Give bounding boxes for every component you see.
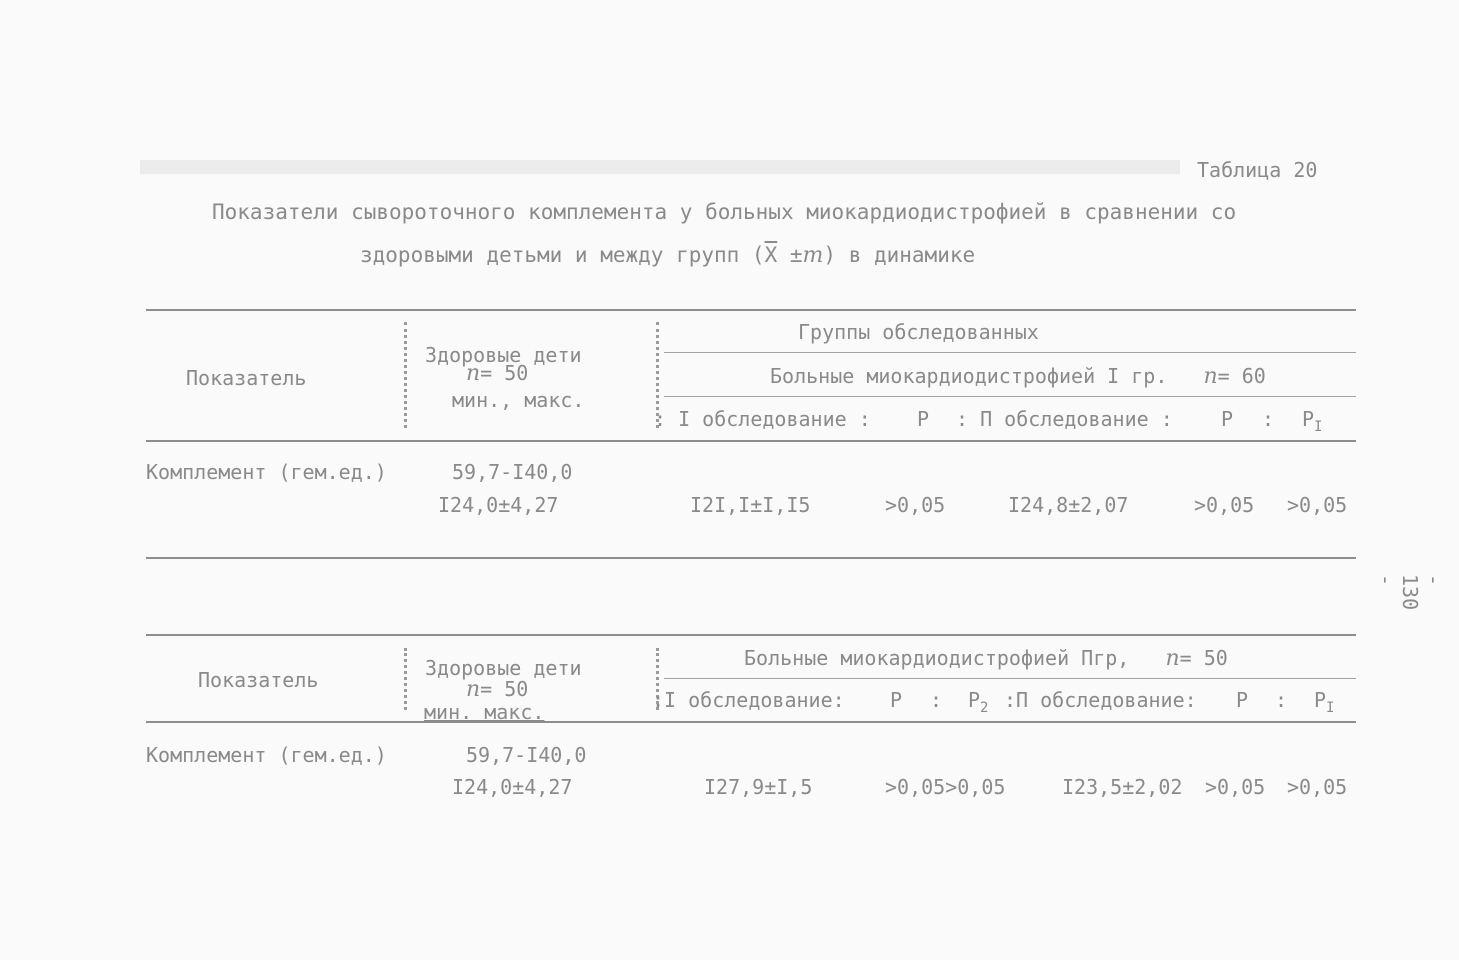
table1-header-patients: Больные миокардиодистрофией I гр. n= 60 xyxy=(770,364,1266,389)
table1-top-rule xyxy=(146,309,1356,311)
table1-row-p1: >0,05 xyxy=(885,493,946,517)
table2-col-p: P xyxy=(890,688,903,712)
table2-col-exam2: :П обследование: xyxy=(1004,688,1197,712)
table2-row-p2: >0,05 xyxy=(1205,775,1266,799)
table1-col-p: P xyxy=(917,407,930,431)
table2-col-sep1: : xyxy=(930,688,943,712)
table1-col-p2: P xyxy=(1221,407,1234,431)
page-number: - 130 - xyxy=(1374,574,1446,611)
table1-row-healthy: I24,0±4,27 xyxy=(438,493,559,517)
table2-header-patients: Больные миокардиодистрофией Пгр, n= 50 xyxy=(744,646,1228,671)
table1-header-healthy-range: мин., макс. xyxy=(452,388,585,412)
table1-bottom-rule xyxy=(146,557,1356,559)
table2-row-healthy: I24,0±4,27 xyxy=(452,775,573,799)
table1-row-exam2: I24,8±2,07 xyxy=(1008,493,1129,517)
table2-row-pi: >0,05 xyxy=(1287,775,1348,799)
table1-header-groups: Группы обследованных xyxy=(798,320,1039,344)
table2-header-healthy-range: мин. макс. xyxy=(424,700,545,724)
table2-row-range: 59,7-I40,0 xyxy=(466,743,587,767)
table2-header-indicator: Показатель xyxy=(198,668,319,692)
table1-header-healthy-n: n= 50 xyxy=(466,361,529,386)
table2-top-rule xyxy=(146,634,1356,636)
table1-header-rule xyxy=(146,440,1356,442)
table2-col-exam1: :I обследование: xyxy=(652,688,845,712)
table-title-line1: Показатели сывороточного комплемента у больных миокардиодистрофией в сравнении со xyxy=(212,200,1237,224)
table2-patients-rule xyxy=(664,678,1356,679)
table2-header-healthy-n: n= 50 xyxy=(466,677,529,702)
table2-col-sep2: : xyxy=(1275,688,1288,712)
table2-row-exam2: I23,5±2,02 xyxy=(1062,775,1183,799)
table2-col-separator xyxy=(404,648,407,710)
table1-groups-rule xyxy=(664,352,1356,353)
table-title-line2: здоровыми детьми и между групп $(\overline{X} \pm m)$ в динамике xyxy=(360,243,976,268)
scan-shadow xyxy=(140,160,1180,174)
table1-col-exam2: : П обследование : xyxy=(956,407,1173,431)
table1-col-sep: : xyxy=(1262,407,1275,431)
table1-header-healthy: Здоровые дети xyxy=(425,343,582,367)
table1-row-label: Комплемент (гем.ед.) xyxy=(146,460,387,484)
table1-row-pi: >0,05 xyxy=(1287,493,1348,517)
table1-row-range: 59,7-I40,0 xyxy=(452,460,573,484)
table1-row-exam1: I2I,I±I,I5 xyxy=(690,493,811,517)
table1-row-p2: >0,05 xyxy=(1194,493,1255,517)
table2-row-exam1: I27,9±I,5 xyxy=(704,775,813,799)
table2-header-healthy: Здоровые дети xyxy=(425,656,582,680)
table2-col-pi: $P_I$ xyxy=(1314,688,1335,716)
table1-header-indicator: Показатель xyxy=(186,366,307,390)
table1-col-exam1: : I обследование : xyxy=(654,407,871,431)
table1-col-pi: $P_I$ xyxy=(1302,407,1323,435)
table2-row-p1: >0,05>0,05 xyxy=(885,775,1006,799)
table2-col-p3: P xyxy=(1236,688,1249,712)
table2-header-rule xyxy=(146,721,1356,723)
table1-patients-rule xyxy=(664,396,1356,397)
table-label: Таблица 20 xyxy=(1197,158,1318,182)
table1-col-separator xyxy=(404,322,407,428)
table2-col-p2: $P_2$ xyxy=(968,688,989,716)
table2-row-label: Комплемент (гем.ед.) xyxy=(146,743,387,767)
